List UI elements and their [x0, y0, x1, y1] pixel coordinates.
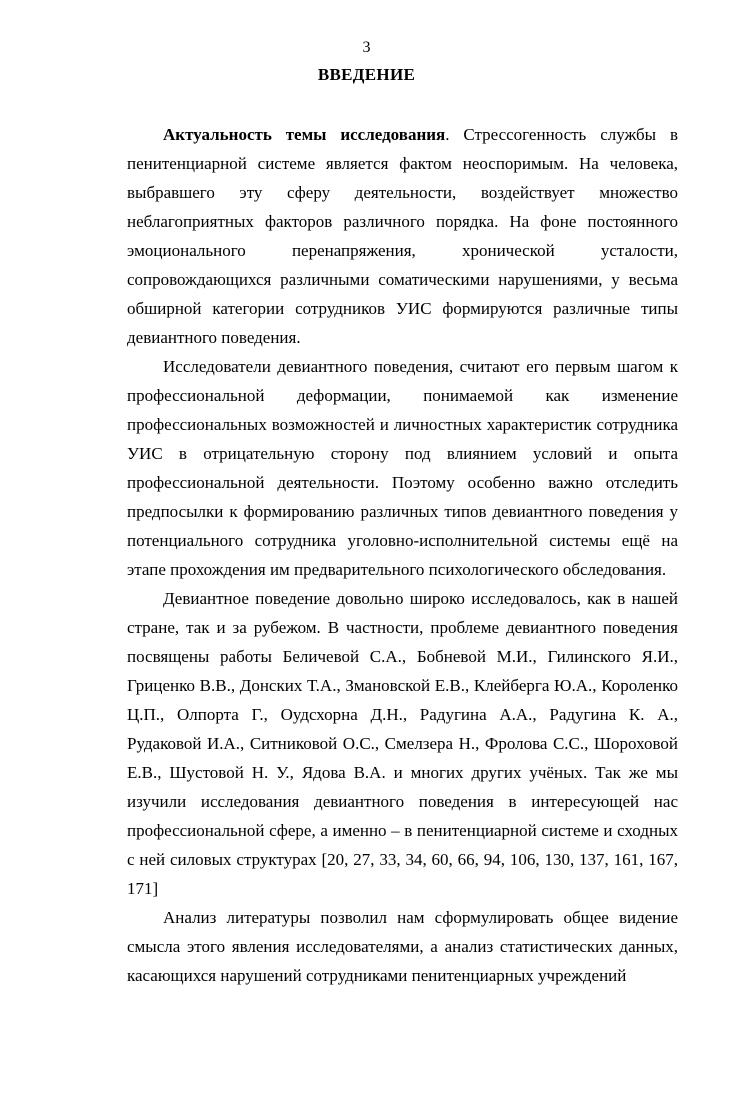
paragraph-text: . Стрессогенность службы в пенитенциарной системе является фактом неоспоримым. На человека, выбравшего эту сферу деятельности, воздействует множество неблагоприятных факторов различного порядка. На фоне постоянного эмоционального перенапряжения, хронической усталости, сопровождающихся различными соматическими нарушениями, у весьма обширной категории сотрудников УИС формируются различные типы девиантного поведения.	[127, 125, 678, 347]
section-lead: Актуальность темы исследования	[163, 125, 446, 144]
page-title: ВВЕДЕНИЕ	[317, 65, 416, 84]
document-body	[127, 120, 678, 990]
paragraph-deformation: Исследователи девиантного поведения, считают его первым шагом к профессиональной деформации, понимаемой как изменение профессиональных возможностей и личностных характеристик сотрудника УИС в отрицательную сторону под влиянием условий и опыта профессиональной деятельности. Поэтому особенно важно отследить предпосылки к формированию различных типов девиантного поведения у потенциального сотрудника уголовно-исполнительной системы ещё на этапе прохождения им предварительного психологического обследования.	[127, 357, 678, 579]
page-number: 3	[362, 39, 371, 56]
paragraph-literature: Девиантное поведение довольно широко исследовалось, как в нашей стране, так и за рубежом. В частности, проблеме девиантного поведения посвящены работы Беличевой С.А., Бобневой М.И., Гилинского Я.И., Гриценко В.В., Донских Т.А., Змановской Е.В., Клейберга Ю.А., Короленко Ц.П., Олпорта Г., Оудсхорна Д.Н., Радугина А.А., Радугина К. А., Рудаковой И.А., Ситниковой О.С., Смелзера Н., Фролова С.С., Шороховой Е.В., Шустовой Н. У., Ядова В.А. и многих других учёных. Так же мы изучили исследования девиантного поведения в интересующей нас профессиональной сфере, а именно – в пенитенциарной системе и сходных с ней силовых структурах [20, 27, 33, 34, 60, 66, 94, 106, 130, 137, 161, 167, 171]	[127, 589, 678, 898]
paragraph-relevance	[127, 120, 678, 352]
paragraph-analysis: Анализ литературы позволил нам сформулировать общее видение смысла этого явления исследователями, а анализ статистических данных, касающихся нарушений сотрудниками пенитенциарных учреждений	[127, 908, 678, 985]
